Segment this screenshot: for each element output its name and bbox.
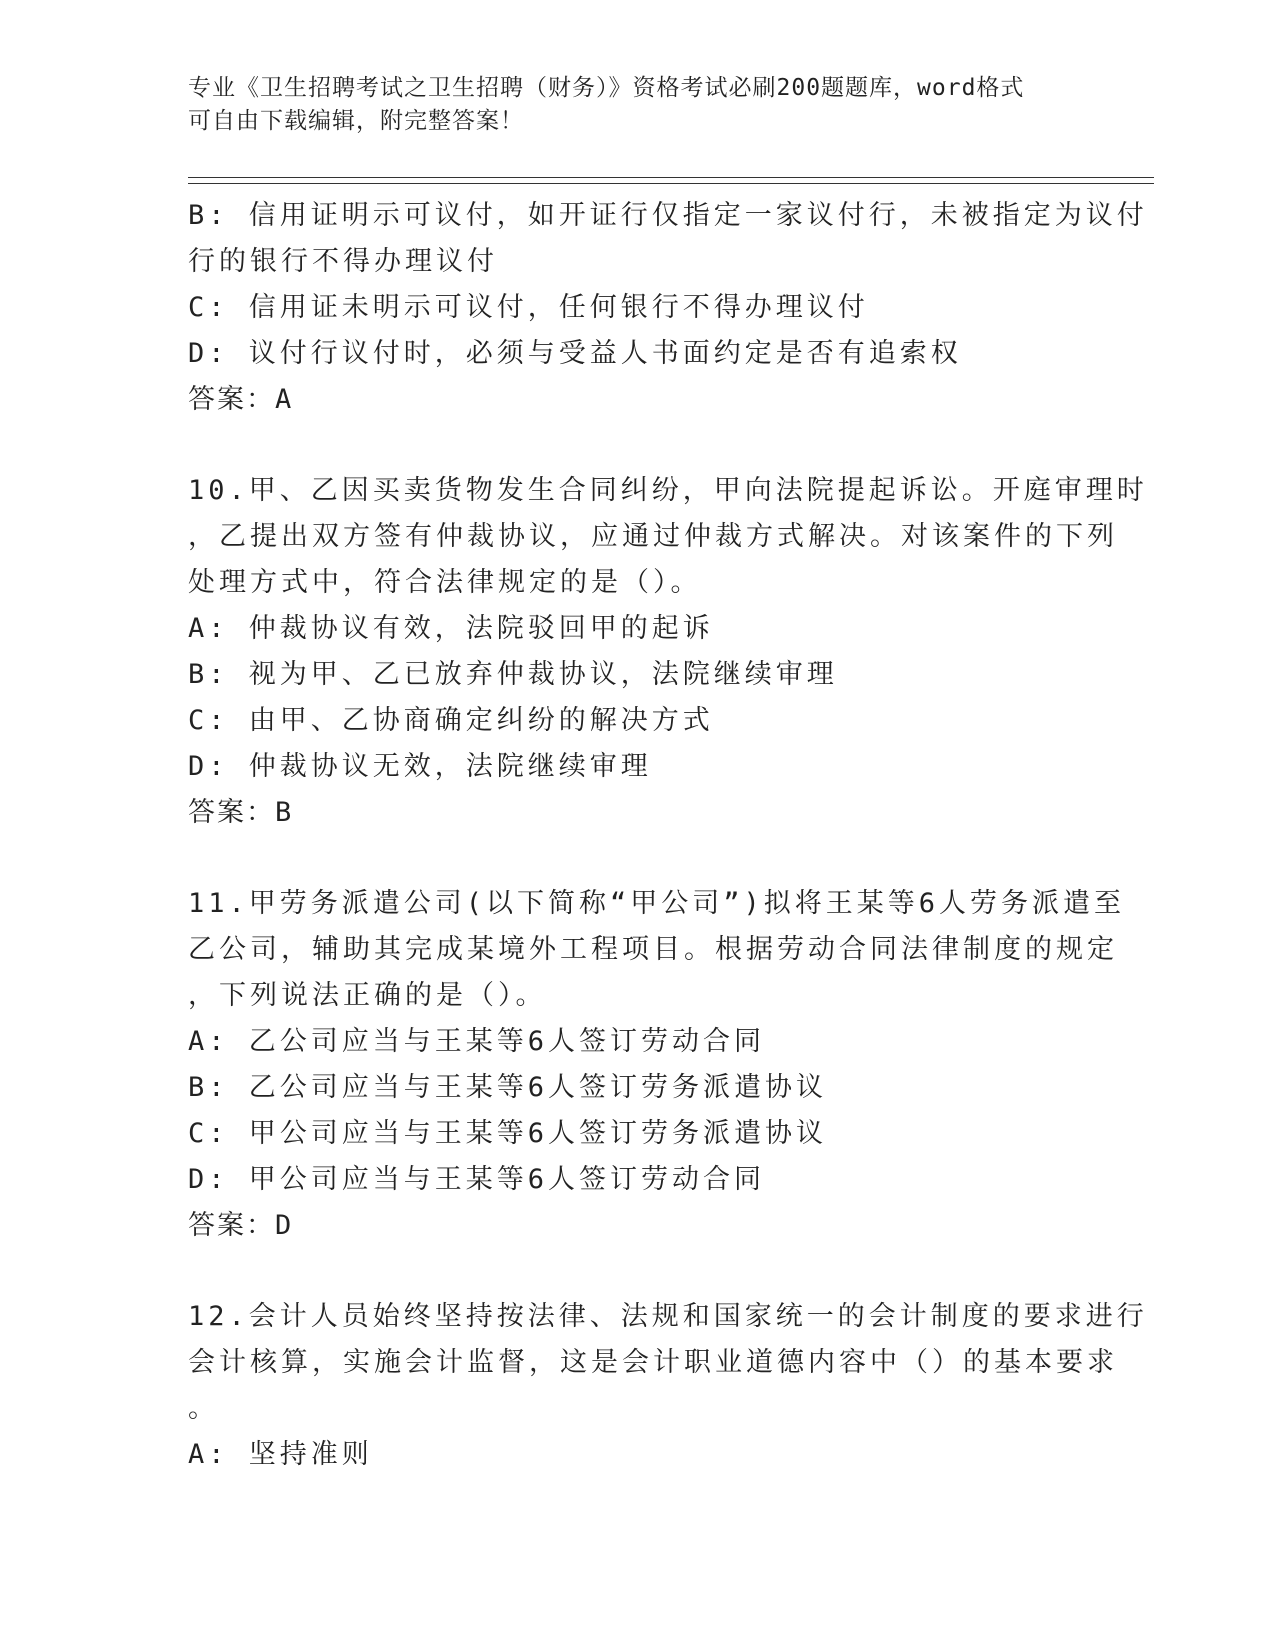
option-b-continued: 行的银行不得办理议付 xyxy=(188,246,498,277)
option-a: A: 坚持准则 xyxy=(188,1439,373,1470)
header-rule-top xyxy=(188,177,1154,178)
document-body xyxy=(188,193,1148,1478)
answer-line: 答案：B xyxy=(188,797,294,828)
answer-line: 答案：D xyxy=(188,1210,294,1241)
question-text: 处理方式中，符合法律规定的是（）。 xyxy=(188,567,702,598)
option-a: A: 乙公司应当与王某等6人签订劳动合同 xyxy=(188,1026,766,1057)
option-d: D: 议付行议付时，必须与受益人书面约定是否有追索权 xyxy=(188,338,962,369)
header-line-2: 可自由下载编辑，附完整答案！ xyxy=(188,108,524,134)
document-header xyxy=(188,72,1068,138)
option-b: B: 信用证明示可议付，如开证行仅指定一家议付行，未被指定为议付 xyxy=(188,200,1148,231)
header-line-1: 专业《卫生招聘考试之卫生招聘（财务）》资格考试必刷200题题库，word格式 xyxy=(188,75,1025,101)
option-a: A: 仲裁协议有效，法院驳回甲的起诉 xyxy=(188,613,714,644)
question-text: ，下列说法正确的是（）。 xyxy=(188,980,547,1011)
question-text: 会计核算，实施会计监督，这是会计职业道德内容中（）的基本要求 xyxy=(188,1347,1118,1378)
option-c: C: 由甲、乙协商确定纠纷的解决方式 xyxy=(188,705,714,736)
header-rule-bottom xyxy=(188,183,1154,184)
question-block-11 xyxy=(188,881,1126,1249)
question-block-12 xyxy=(188,1294,1148,1478)
option-d: D: 甲公司应当与王某等6人签订劳动合同 xyxy=(188,1164,766,1195)
option-b: B: 视为甲、乙已放弃仲裁协议，法院继续审理 xyxy=(188,659,838,690)
option-b: B: 乙公司应当与王某等6人签订劳务派遣协议 xyxy=(188,1072,828,1103)
answer-line: 答案：A xyxy=(188,384,294,415)
option-d: D: 仲裁协议无效，法院继续审理 xyxy=(188,751,652,782)
question-block-10 xyxy=(188,468,1148,836)
question-block-9 xyxy=(188,193,1148,423)
option-c: C: 信用证未明示可议付，任何银行不得办理议付 xyxy=(188,292,869,323)
question-text: 11.甲劳务派遣公司(以下简称“甲公司”)拟将王某等6人劳务派遣至 xyxy=(188,888,1126,919)
question-text: 乙公司，辅助其完成某境外工程项目。根据劳动合同法律制度的规定 xyxy=(188,934,1118,965)
question-text: 12.会计人员始终坚持按法律、法规和国家统一的会计制度的要求进行 xyxy=(188,1301,1148,1332)
option-c: C: 甲公司应当与王某等6人签订劳务派遣协议 xyxy=(188,1118,828,1149)
question-text: 10.甲、乙因买卖货物发生合同纠纷，甲向法院提起诉讼。开庭审理时 xyxy=(188,475,1148,506)
question-text: 。 xyxy=(188,1393,219,1424)
question-text: ，乙提出双方签有仲裁协议，应通过仲裁方式解决。对该案件的下列 xyxy=(188,521,1118,552)
